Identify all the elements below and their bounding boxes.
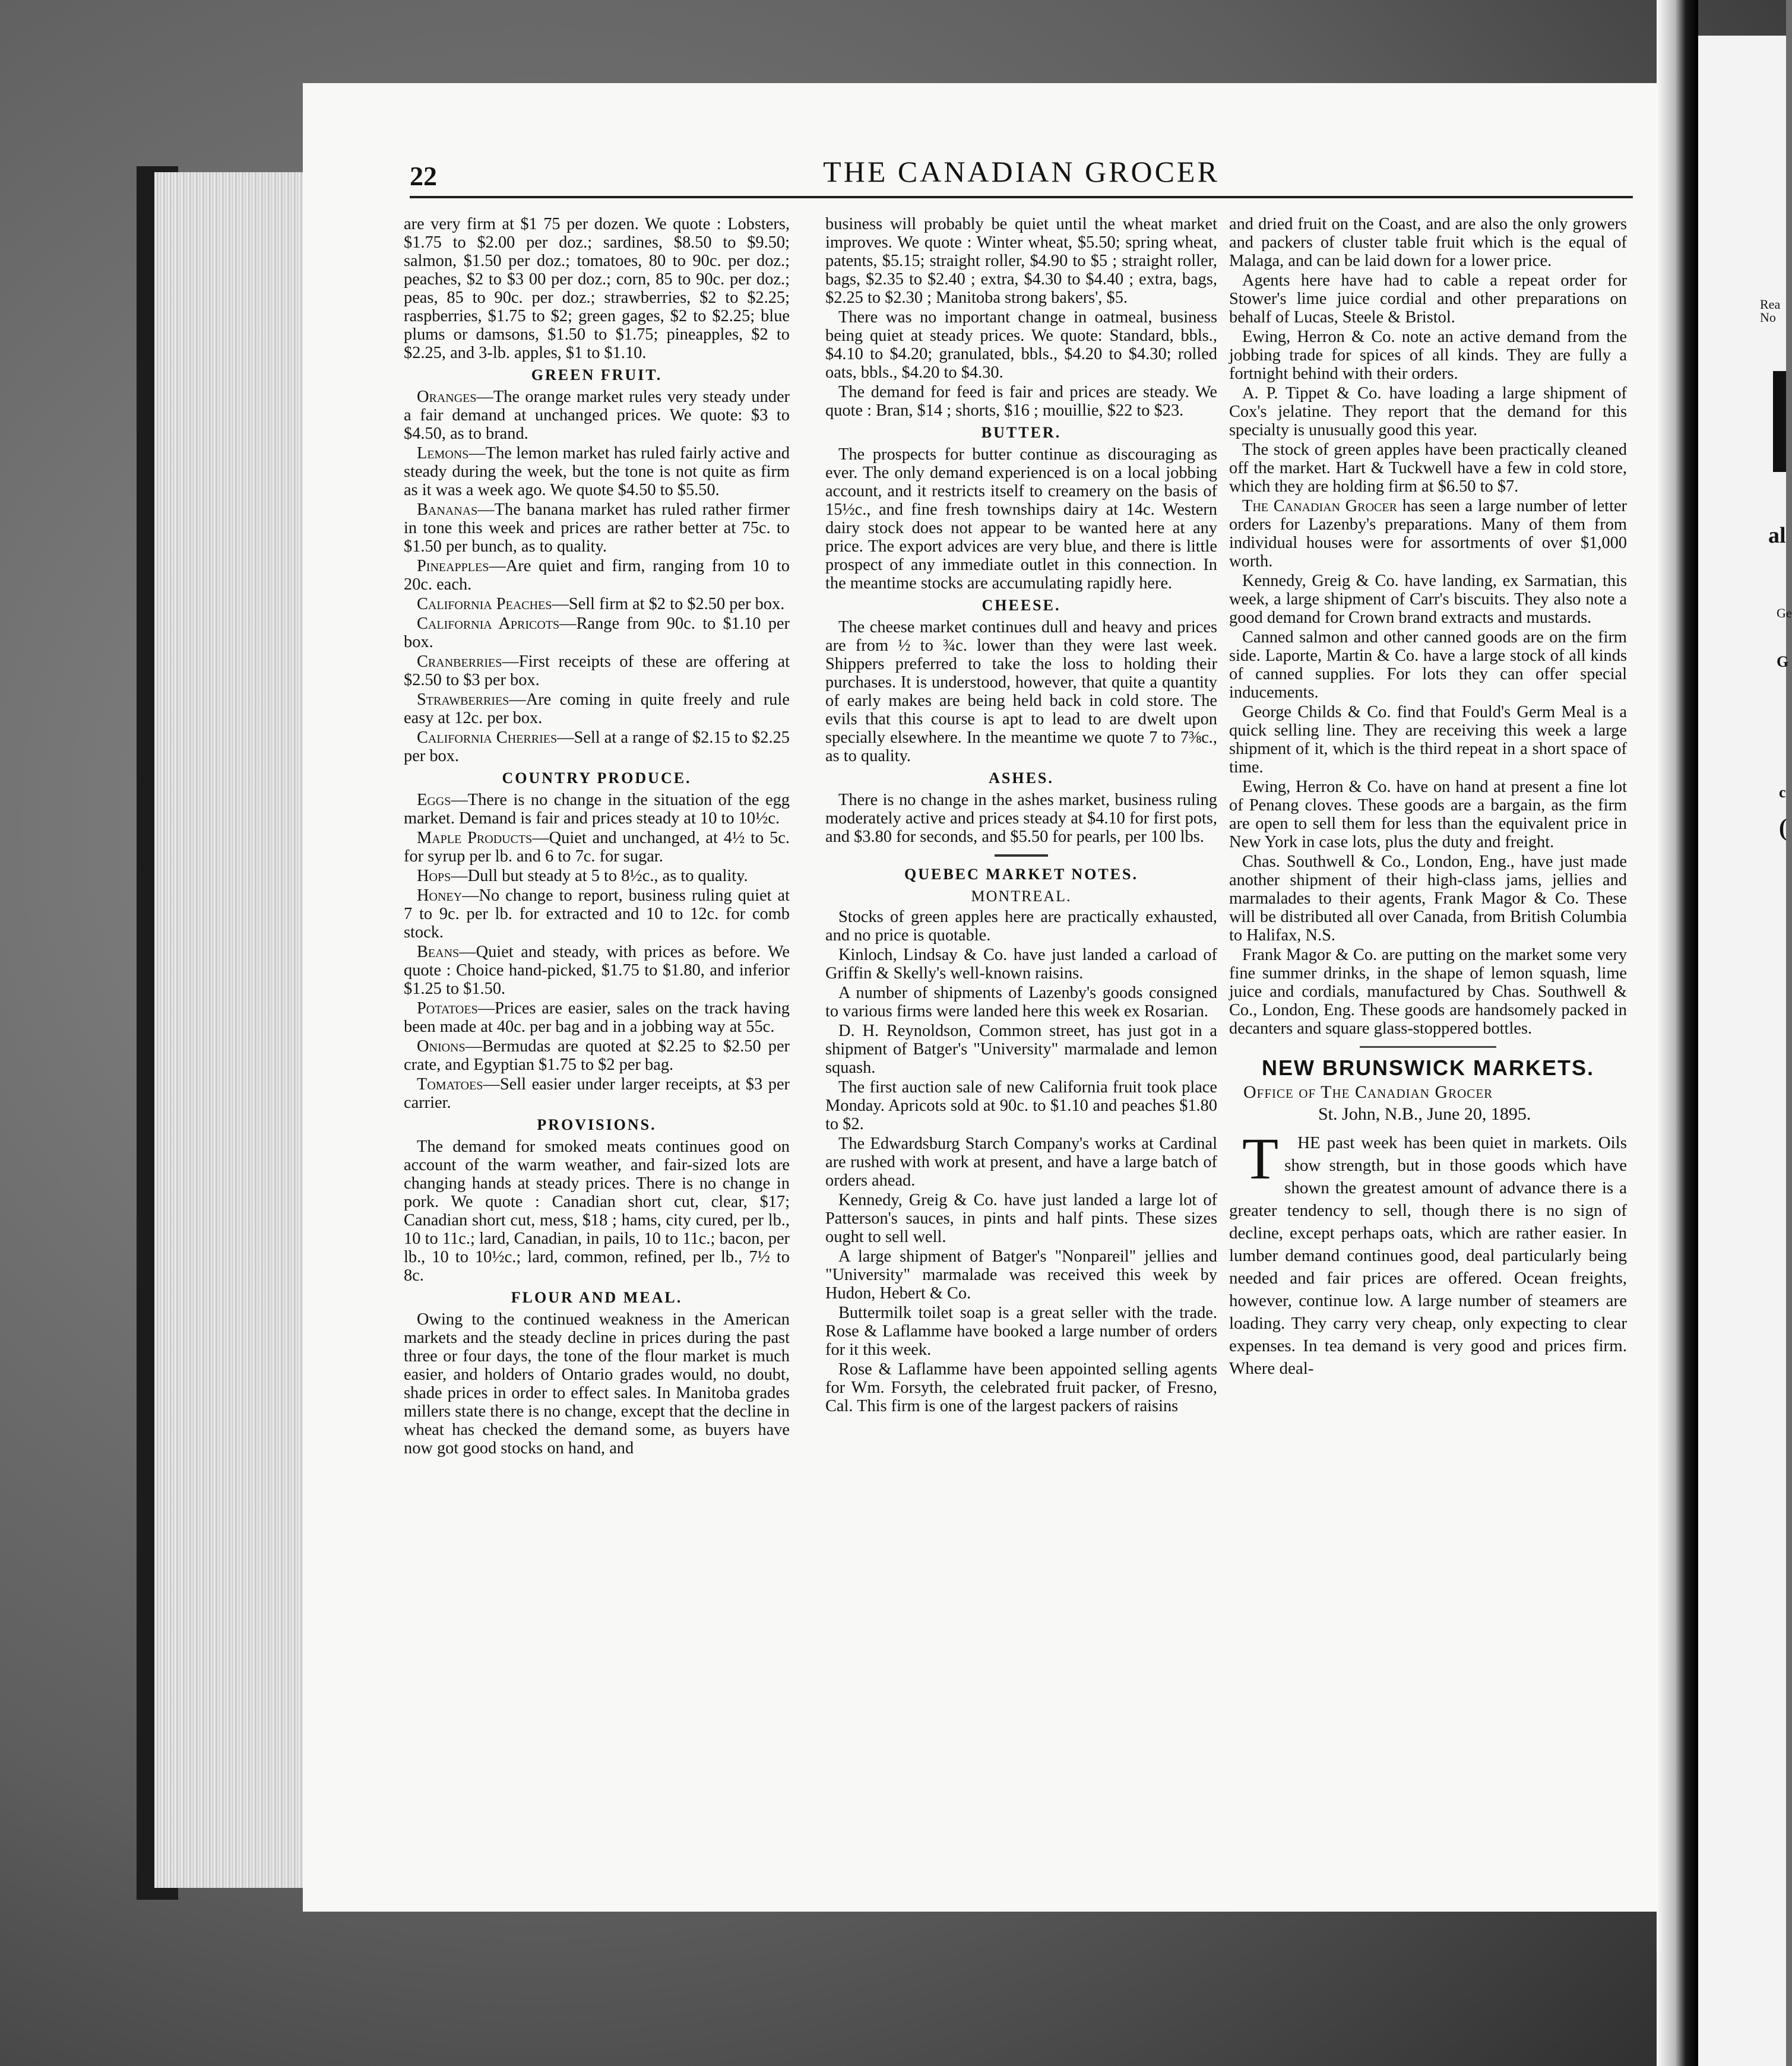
bananas-item: [404, 500, 790, 556]
item-text: —First receipts of these are offering at $2.50 to $3 per box.: [404, 652, 790, 689]
item-text: —There is no change in the situation of the egg market. Demand is fair and prices steady at 10 to 10½c.: [404, 791, 790, 828]
item-text: —Range from 90c. to $1.10 per box.: [404, 614, 790, 651]
page-header: [410, 154, 1633, 202]
maple-item: [404, 829, 790, 866]
item-label: California Apricots: [417, 614, 560, 633]
item-text: —Dull but steady at 5 to 8½c., as to quality.: [451, 867, 748, 885]
heading-ashes: ASHES.: [989, 769, 1054, 787]
heading-green-fruit: GREEN FRUIT.: [531, 366, 663, 384]
item-text: —Quiet and steady, with prices as before. We quote : Choice hand-picked, $1.75 to $1.80, and inferior $1.25 to $1.50.: [404, 943, 790, 998]
item-label: California Cherries: [417, 728, 558, 747]
page-number: 22: [410, 161, 437, 191]
item-text: —Sell at a range of $2.15 to $2.25 per box.: [404, 728, 790, 765]
quebec-note: Stocks of green apples here are practically exhausted, and no price is quotable.: [825, 908, 1217, 945]
cal-peaches-item: [404, 595, 790, 613]
item-label: Beans: [417, 943, 460, 961]
column-3: [1229, 215, 1627, 1381]
item-label: Cranberries: [417, 652, 502, 671]
quebec-note: Kennedy, Greig & Co. have landing, ex Sarmatian, this week, a large shipment of Carr's biscuits. They also note a good demand for Crown brand extracts and mustards.: [1229, 572, 1627, 627]
publication-name: The Canadian Grocer: [1242, 497, 1397, 515]
tomatoes-item: [404, 1075, 790, 1112]
heading-provisions: PROVISIONS.: [537, 1116, 657, 1133]
section-divider: [995, 854, 1048, 857]
quebec-note: Ewing, Herron & Co. have on hand at present a fine lot of Penang cloves. These goods are a bargain, as the firm are open to sell them for less than the equivalent price in New York in case lots, plus the duty and freight.: [1229, 778, 1627, 851]
flour-continued-paragraph: business will probably be quiet until the wheat market improves. We quote : Winter wheat, $5.50; spring wheat, patents, $5.15; straight roller, $4.90 to $5 ; straight roller, bags, $2.35 to $2.40 ; extra, $4.30 to $4.40 ; extra, bags, $2.25 to $2.30 ; Manitoba strong bakers', $5.: [825, 215, 1217, 307]
item-text: —Are coming in quite freely and rule easy at 12c. per box.: [404, 690, 790, 727]
item-text: —The banana market has ruled rather firmer in tone this week and prices are rather better at 75c. to $1.50 per bunch, as to quality.: [404, 500, 790, 556]
heading-montreal: MONTREAL.: [971, 888, 1072, 905]
item-text: —Sell easier under larger receipts, at $3 per carrier.: [404, 1075, 790, 1112]
facing-text-fragment: al: [1768, 523, 1786, 548]
item-label: Strawberries: [417, 690, 509, 709]
item-label: Onions: [417, 1037, 466, 1056]
newspaper-page: [303, 83, 1657, 1912]
item-label: Hops: [417, 867, 451, 885]
item-text: —Sell firm at $2 to $2.50 per box.: [552, 595, 785, 613]
hops-item: [404, 867, 790, 885]
column-2: [825, 215, 1217, 1417]
item-label: Tomatoes: [417, 1075, 483, 1094]
note-text: has seen a large number of letter orders for Lazenby's preparations. Many of them from individual houses were for assortments of over $1,000 worth.: [1229, 497, 1628, 571]
page-title: THE CANADIAN GROCER: [823, 155, 1220, 188]
item-text: —The lemon market has ruled fairly active and steady during the week, but the tone is not quite as firm as it was a week ago. We quote $4.50 to $5.50.: [404, 444, 790, 499]
quebec-note: A large shipment of Batger's "Nonpareil" jellies and "University" marmalade was received this week by Hudon, Hebert & Co.: [825, 1247, 1217, 1303]
book-gutter: [1657, 0, 1698, 2066]
facing-text-fragment: Ge: [1777, 606, 1792, 620]
lemons-item: [404, 444, 790, 499]
dateline: St. John, N.B., June 20, 1895.: [1318, 1104, 1531, 1124]
heading-quebec-market-notes: QUEBEC MARKET NOTES.: [904, 866, 1138, 883]
facing-text-fragment: G: [1777, 653, 1789, 670]
strawberries-item: [404, 690, 790, 727]
heading-butter: BUTTER.: [981, 424, 1062, 441]
quebec-note: The first auction sale of new California fruit took place Monday. Apricots sold at 90c. to $1.10 and peaches $1.80 to $2.: [825, 1078, 1217, 1133]
item-text: —The orange market rules very steady under a fair demand at unchanged prices. We quote: $3 to $4.50, as to brand.: [404, 388, 790, 443]
column-1: [404, 215, 790, 1459]
quebec-note: Ewing, Herron & Co. note an active demand from the jobbing trade for spices of all kinds. They are fully a fortnight behind with their orders.: [1229, 328, 1627, 383]
feed-paragraph: The demand for feed is fair and prices are steady. We quote : Bran, $14 ; shorts, $16 ; mouillie, $22 to $23.: [825, 383, 1217, 420]
item-text: —Quiet and unchanged, at 4½ to 5c. for syrup per lb. and 6 to 7c. for sugar.: [404, 829, 790, 866]
butter-paragraph: The prospects for butter continue as discouraging as ever. The only demand experienced is on a local jobbing account, and it restricts itself to creamery on the basis of 15½c., and fine fresh townships dairy at 14c. Western dairy stock does not appear to be wanted here at any price. The export advices are very blue, and there is little prospect of any immediate outlet in this connection. In the meantime stocks are accumulating rapidly here.: [825, 445, 1217, 592]
facing-text-fragment: c: [1779, 784, 1786, 801]
new-brunswick-paragraph: [1229, 1126, 1627, 1380]
cal-cherries-item: [404, 728, 790, 765]
facing-page-fragment: [1698, 36, 1792, 2066]
quebec-note-continued: and dried fruit on the Coast, and are also the only growers and packers of cluster table fruit which is the equal of Malaga, and can be laid down for a lower price.: [1229, 215, 1627, 270]
quebec-note: Rose & Laflamme have been appointed selling agents for Wm. Forsyth, the celebrated fruit packer, of Fresno, Cal. This firm is one of the largest packers of raisins: [825, 1360, 1217, 1415]
office-line: Office of The Canadian Grocer: [1243, 1082, 1493, 1102]
quebec-note: The Edwardsburg Starch Company's works at Cardinal are rushed with work at present, and have a large batch of orders ahead.: [825, 1135, 1217, 1190]
heading-flour-meal: FLOUR AND MEAL.: [511, 1289, 683, 1306]
cheese-paragraph: The cheese market continues dull and heavy and prices are from ½ to ¾c. lower than they were last week. Shippers preferred to take the loss to holding their purchases. It is understood, however, that quite a quantity of early makes are being held back in cold store. The evils that this course is apt to lead to are dwelt upon specially elsewhere. In the meantime we quote 7 to 7⅜c., as to quality.: [825, 618, 1217, 765]
item-label: Oranges: [417, 388, 477, 406]
potatoes-item: [404, 999, 790, 1036]
heading-new-brunswick-markets: NEW BRUNSWICK MARKETS.: [1262, 1056, 1594, 1080]
honey-item: [404, 886, 790, 942]
quebec-note: Buttermilk toilet soap is a great seller with the trade. Rose & Laflamme have booked a large number of orders for it this week.: [825, 1304, 1217, 1359]
header-rule: [410, 196, 1633, 198]
oatmeal-paragraph: There was no important change in oatmeal, business being quiet at steady prices. We quote: Standard, bbls., $4.10 to $4.20; granulated, bbls., $4.20 to $4.30; rolled oats, bbls., $4.20 to $4.30.: [825, 308, 1217, 382]
quebec-note: A number of shipments of Lazenby's goods consigned to various firms were landed here this week ex Rosarian.: [825, 984, 1217, 1021]
eggs-item: [404, 791, 790, 828]
item-text: —No change to report, business ruling quiet at 7 to 9c. per lb. for extracted and 10 to 12c. for comb stock.: [404, 886, 790, 942]
quebec-note: D. H. Reynoldson, Common street, has just got in a shipment of Batger's "University" marmalade and lemon squash.: [825, 1022, 1217, 1077]
item-label: Maple Products: [417, 829, 533, 847]
cal-apricots-item: [404, 614, 790, 651]
page-edges: [154, 172, 303, 1888]
ashes-paragraph: There is no change in the ashes market, business ruling moderately active and prices steady at $4.10 for first pots, and $3.80 for seconds, and $5.50 for pearls, per 100 lbs.: [825, 791, 1217, 846]
oranges-item: [404, 388, 790, 443]
nb-text: HE past week has been quiet in markets. Oils show strength, but in those goods which have shown the greatest amount of advance there is a greater tendency to sell, though there is no sign of decline, except perhaps oats, which are rather easier. In lumber demand continues good, deal particularly being needed and fair prices are offered. Ocean freights, however, continue low. A large number of steamers are loading. They carry very cheap, only expecting to clear expenses. In tea demand is very good and prices firm. Where deal-: [1229, 1133, 1627, 1378]
heading-cheese: CHEESE.: [982, 597, 1061, 614]
quebec-note: [1229, 497, 1627, 571]
quebec-note: The stock of green apples have been practically cleaned off the market. Hart & Tuckwell have a few in cold store, which they are holding firm at $6.50 to $7.: [1229, 441, 1627, 496]
quebec-note: Kennedy, Greig & Co. have just landed a large lot of Patterson's sauces, in pints and half pints. These sizes ought to sell well.: [825, 1191, 1217, 1246]
item-text: —Prices are easier, sales on the track having been made at 40c. per bag and in a jobbing way at 55c.: [404, 999, 790, 1036]
facing-text-fragment: (: [1779, 814, 1787, 841]
pineapples-item: [404, 557, 790, 594]
item-label: Potatoes: [417, 999, 478, 1018]
item-label: Pineapples: [417, 557, 489, 575]
cranberries-item: [404, 652, 790, 689]
quebec-note: Kinloch, Lindsay & Co. have just landed a carload of Griffin & Skelly's well-known raisins.: [825, 946, 1217, 983]
onions-item: [404, 1037, 790, 1074]
section-divider: [1360, 1046, 1496, 1048]
item-text: —Bermudas are quoted at $2.25 to $2.50 per crate, and Egyptian $1.75 to $2 per bag.: [404, 1037, 790, 1074]
item-label: Honey: [417, 886, 463, 905]
quebec-note: Chas. Southwell & Co., London, Eng., have just made another shipment of their high-class jams, jellies and marmalades to their agents, Frank Magor & Co. These will be distributed all over Canada, from British Columbia to Halifax, N.S.: [1229, 853, 1627, 945]
facing-ad-block: [1773, 371, 1786, 472]
canned-goods-paragraph: are very firm at $1 75 per dozen. We quote : Lobsters, $1.75 to $2.00 per doz.; sardines, $8.50 to $9.50; salmon, $1.50 per doz.; tomatoes, 80 to 90c. per doz.; peaches, $2 to $3 00 per doz.; corn, 85 to 90c. per doz.; peas, 85 to 90c. per doz.; strawberries, $2 to $2.25; raspberries, $1.75 to $2; green gages, $2 to $2.25; blue plums or damsons, $1.50 to $1.75; pineapples, $2 to $2.25, and 3-lb. apples, $1 to $1.10.: [404, 215, 790, 362]
beans-item: [404, 943, 790, 998]
flour-paragraph: Owing to the continued weakness in the American markets and the steady decline in prices during the past three or four days, the tone of the flour market is much easier, and holders of Ontario grades would, no doubt, shade prices in order to effect sales. In Manitoba grades millers state there is no change, except that the decline in wheat has checked the demand some, as buyers have now got good stocks on hand, and: [404, 1310, 790, 1457]
quebec-note: Canned salmon and other canned goods are on the firm side. Laporte, Martin & Co. have a large stock of all kinds of canned supplies. For lots they can offer special inducements.: [1229, 628, 1627, 702]
quebec-note: A. P. Tippet & Co. have loading a large shipment of Cox's jelatine. They report that the demand for this specialty is unusually good this year.: [1229, 384, 1627, 439]
heading-country-produce: COUNTRY PRODUCE.: [502, 769, 692, 787]
quebec-note: Agents here have had to cable a repeat order for Stower's lime juice cordial and other preparations on behalf of Lucas, Steele & Bristol.: [1229, 271, 1627, 327]
drop-cap: T: [1242, 1126, 1279, 1192]
item-label: Bananas: [417, 500, 478, 519]
provisions-paragraph: The demand for smoked meats continues good on account of the warm weather, and fair-sized lots are changing hands at steady prices. There is no change in pork. We quote : Canadian short cut, clear, $17; Canadian short cut, mess, $18 ; hams, city cured, per lb., 10 to 11c.; lard, Canadian, in pails, 10 to 11c.; bacon, per lb., 10 to 10½c.; lard, common, refined, per lb., 7½ to 8c.: [404, 1137, 790, 1285]
quebec-note: Frank Magor & Co. are putting on the market some very fine summer drinks, in the shape of lemon squash, lime juice and cordials, manufactured by Chas. Southwell & Co., London, Eng. These goods are handsomely packed in decanters and square glass-stoppered bottles.: [1229, 946, 1627, 1038]
item-text: —Are quiet and firm, ranging from 10 to 20c. each.: [404, 557, 790, 594]
item-label: Lemons: [417, 444, 469, 462]
item-label: Eggs: [417, 791, 451, 809]
quebec-note: George Childs & Co. find that Fould's Germ Meal is a quick selling line. They are receiving this week a large shipment of it, which is the third repeat in a short space of time.: [1229, 703, 1627, 777]
facing-text-fragment: No: [1760, 310, 1776, 325]
item-label: California Peaches: [417, 595, 552, 613]
facing-text-fragment: Rea: [1760, 297, 1781, 312]
